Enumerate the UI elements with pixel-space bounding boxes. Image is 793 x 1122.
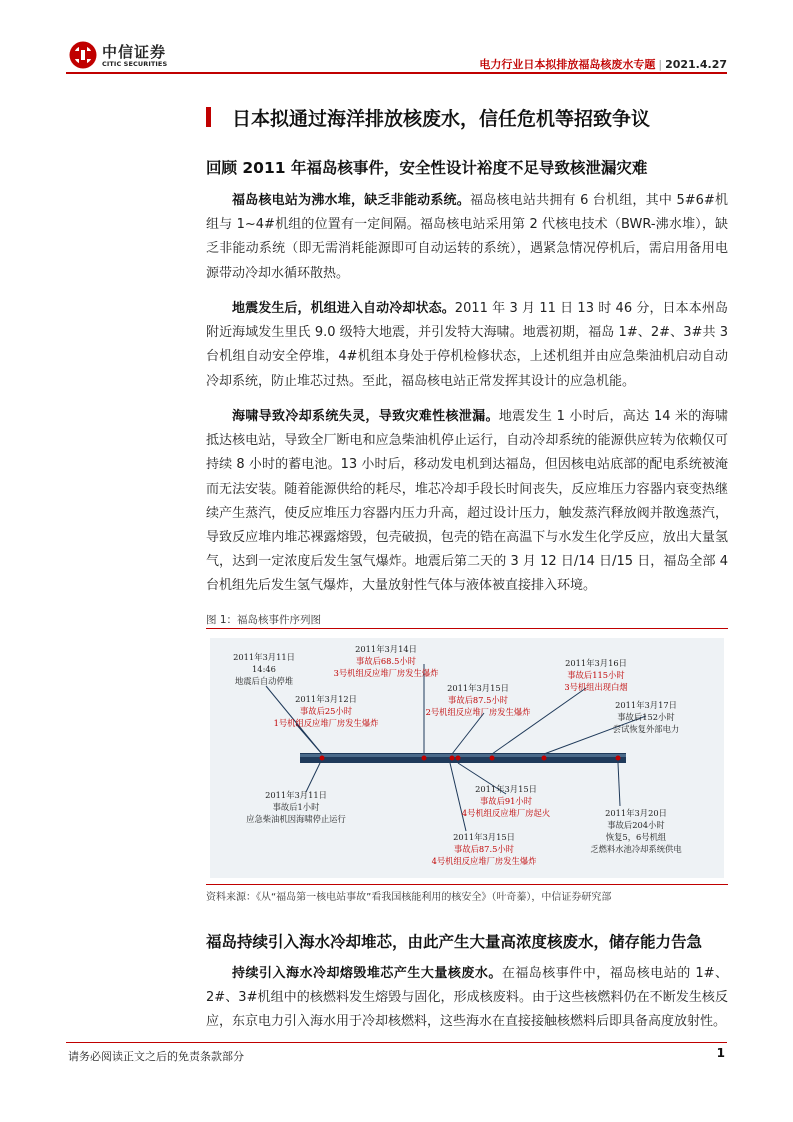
- event-marker: [320, 756, 325, 761]
- event-desc: 应急柴油机因海啸停止运行: [246, 814, 346, 824]
- timeline-figure: [206, 636, 728, 880]
- timeline-svg: [206, 636, 728, 880]
- header-divider: [66, 72, 727, 74]
- footer-disclaimer: 请务必阅读正文之后的免责条款部分: [68, 1050, 244, 1063]
- event-marker: [542, 756, 547, 761]
- event-marker: [490, 756, 495, 761]
- paragraph-4: [206, 962, 728, 1035]
- title-marker: [206, 107, 211, 127]
- event-date: 2011年3月15日: [475, 784, 537, 794]
- header-report-info: [479, 56, 727, 72]
- event-marker: [456, 756, 461, 761]
- connector-line: [450, 763, 466, 831]
- paragraph-1-lead: 福岛核电站为沸水堆，缺乏非能动系统。: [232, 193, 470, 208]
- connector-line: [306, 763, 320, 792]
- paragraph-3: [206, 405, 728, 599]
- event-desc: 3号机组出现白烟: [564, 682, 628, 692]
- footer-divider: [66, 1042, 727, 1043]
- paragraph-1: [206, 189, 728, 286]
- paragraph-2-lead: 地震发生后，机组进入自动冷却状态。: [232, 301, 455, 316]
- paragraph-4-body: 在福岛核事件中，福岛核电站的 1#、2#、3#机组中的核燃料发生熔毁与固化，形成核废料。由于这些核燃料仍在不断发生核反应，东京电力引入海水用于冷却核燃料，这些海水在直接接触核燃料后即具备高度放射性。: [206, 966, 728, 1030]
- event-desc: 恢复5，6号机组: [605, 832, 667, 842]
- event-date: 2011年3月11日: [233, 652, 295, 662]
- event-date: 2011年3月17日: [615, 700, 677, 710]
- report-date: 2021.4.27: [665, 58, 727, 71]
- page-number: 1: [716, 1046, 725, 1060]
- event-desc: 4号机组反应堆厂房发生爆炸: [431, 856, 537, 866]
- event-desc: 2号机组反应堆厂房发生爆炸: [425, 707, 531, 717]
- figure-caption: 图 1：福岛核事件序列图: [206, 614, 322, 626]
- event-desc: 尝试恢复外部电力: [612, 724, 680, 734]
- figure-bottom-rule: [206, 884, 728, 885]
- report-title: 电力行业日本拟排放福岛核废水专题: [479, 58, 656, 71]
- section-title-1: 回顾 2011 年福岛核事件，安全性设计裕度不足导致核泄漏灾难: [206, 159, 648, 177]
- event-desc: 1号机组反应堆厂房发生爆炸: [273, 718, 379, 728]
- event-desc: 4号机组反应堆厂房起火: [461, 808, 551, 818]
- event-time: 事故后91小时: [479, 796, 533, 806]
- event-time: 事故后87.5小时: [448, 695, 508, 705]
- event-date: 2011年3月12日: [295, 694, 357, 704]
- event-marker: [616, 756, 621, 761]
- paragraph-3-lead: 海啸导致冷却系统失灵，导致灾难性核泄漏。: [232, 409, 499, 424]
- event-date: 2011年3月15日: [453, 832, 515, 842]
- paragraph-1-body: 福岛核电站共拥有 6 台机组，其中 5#6#机组与 1~4#机组的位置有一定间隔。福岛核电站采用第 2 代核电技术（BWR-沸水堆），缺乏非能动系统（即无需消耗能源即可自动运转的系统），遇紧急情况停机后，需启用备用电源带动冷却水循环散热。: [206, 193, 728, 281]
- event-desc: 3号机组反应堆厂房发生爆炸: [333, 668, 439, 678]
- header-separator: |: [658, 58, 663, 71]
- section-title-2: 福岛持续引入海水冷却堆芯，由此产生大量高浓度核废水，储存能力告急: [206, 933, 703, 951]
- connector-line: [296, 724, 322, 754]
- logo-cn: 中信证券: [102, 43, 167, 61]
- event-time: 事故后1小时: [272, 802, 320, 812]
- paragraph-2: [206, 297, 728, 394]
- event-time: 14:46: [252, 664, 276, 674]
- citic-logo-icon: [68, 40, 98, 70]
- page-title: 日本拟通过海洋排放核废水，信任危机等招致争议: [232, 108, 651, 130]
- event-time: 事故后25小时: [299, 706, 353, 716]
- event-time: 事故后87.5小时: [454, 844, 514, 854]
- event-date: 2011年3月16日: [565, 658, 627, 668]
- figure-top-rule: [206, 628, 728, 629]
- paragraph-4-lead: 持续引入海水冷却熔毁堆芯产生大量核废水。: [232, 966, 502, 981]
- paragraph-3-body: 地震发生 1 小时后，高达 14 米的海啸抵达核电站，导致全厂断电和应急柴油机停止运行，自动冷却系统的能源供应转为依赖仅可持续 8 小时的蓄电池。13 小时后，移动发电机到达福岛，但因核电站底部的配电系统被淹而无法安装。随着能源供给的耗尽，堆芯冷却手段长时间丧失，反应堆压力容器内衰变热继续产生蒸汽，使反应堆压力容器内压力升高，超过设计压力，触发蒸汽释放阀并散逸蒸汽，导致反应堆内堆芯裸露熔毁，包壳破损，包壳的锆在高温下与水发生化学反应，放出大量氢气，达到一定浓度后发生氢气爆炸。地震后第二天的 3 月 12 日/14 日/15 日，福岛全部 4 台机组先后发生氢气爆炸，大量放射性气体与液体被直接排入环境。: [206, 409, 728, 594]
- event-time: 事故后115小时: [567, 670, 625, 680]
- connector-line: [452, 713, 484, 754]
- event-desc: 乏燃料水池冷却系统供电: [590, 844, 682, 854]
- figure-source: 资料来源：《从“福岛第一核电站事故”看我国核能利用的核安全》（叶奇蓁），中信证券研究部: [206, 892, 612, 903]
- event-marker: [422, 756, 427, 761]
- event-desc: 地震后自动停堆: [234, 676, 294, 686]
- event-date: 2011年3月11日: [265, 790, 327, 800]
- connector-line: [618, 763, 620, 806]
- event-marker: [450, 756, 455, 761]
- event-time: 事故后204小时: [607, 820, 665, 830]
- event-time: 事故后68.5小时: [356, 656, 416, 666]
- logo: [68, 40, 188, 74]
- event-date: 2011年3月14日: [355, 644, 417, 654]
- logo-en: CITIC SECURITIES: [102, 60, 168, 68]
- event-date: 2011年3月20日: [605, 808, 667, 818]
- event-date: 2011年3月15日: [447, 683, 509, 693]
- timeline-bar-highlight: [300, 754, 626, 757]
- paragraph-2-body: 2011 年 3 月 11 日 13 时 46 分，日本本州岛附近海域发生里氏 9.0 级特大地震，并引发特大海啸。地震初期，福岛 1#、2#、3#共 3 台机组自动安全停堆，4#机组本身处于停机检修状态，上述机组并由应急柴油机启动自动冷却系统，防止堆芯过热。至此，福岛核电站正常发挥其设计的应急机能。: [206, 301, 728, 389]
- event-time: 事故后152小时: [617, 712, 675, 722]
